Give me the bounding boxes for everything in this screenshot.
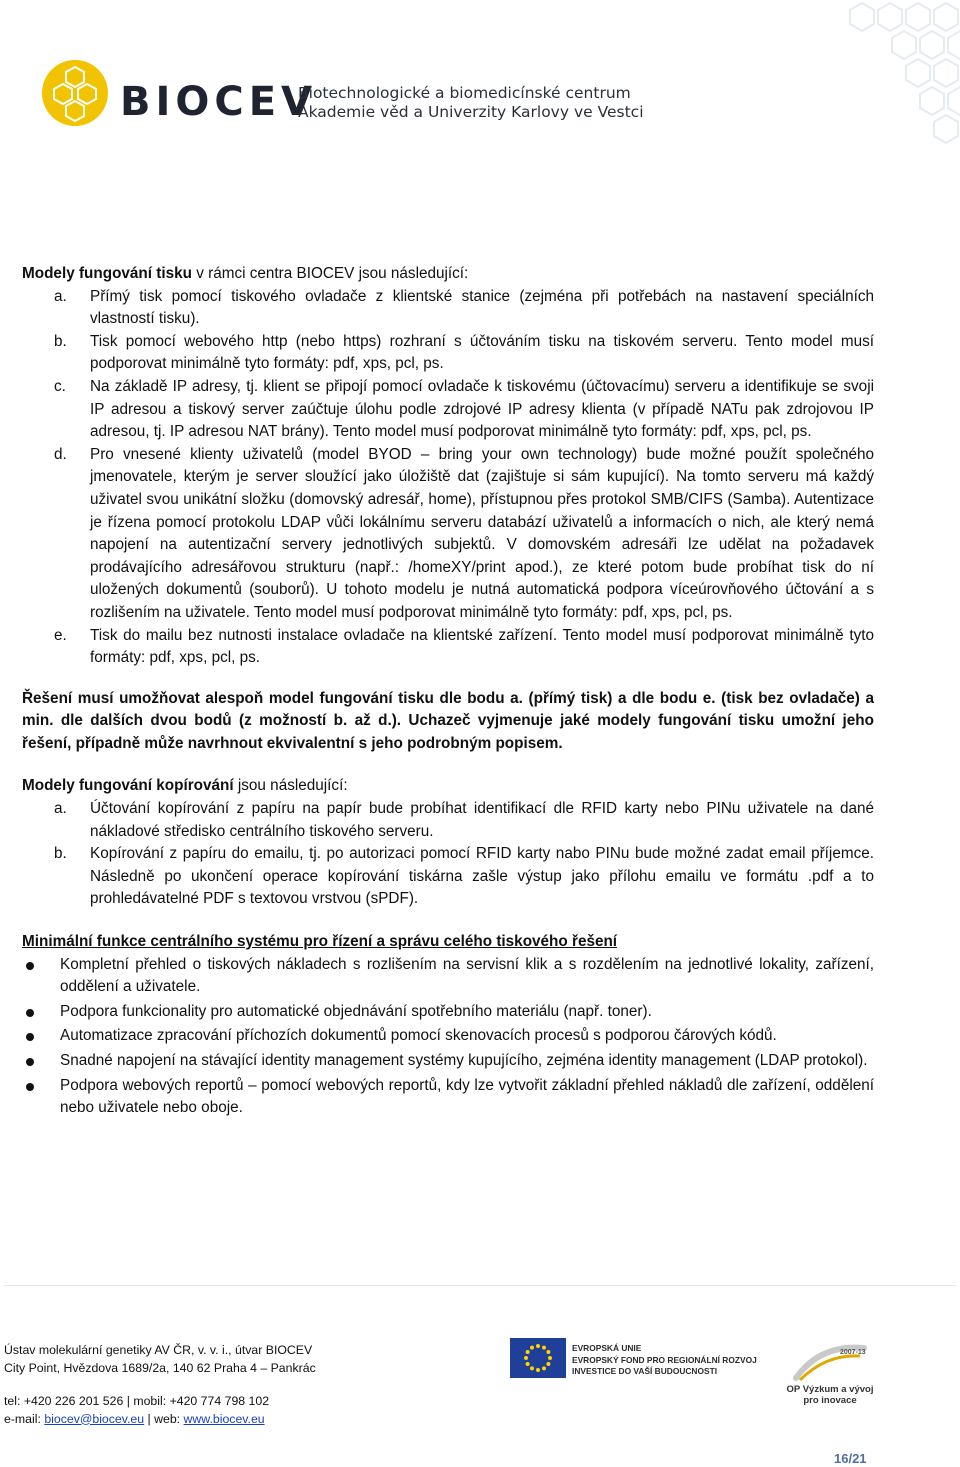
bullet-item — [22, 954, 874, 999]
web-link[interactable]: www.biocev.eu — [183, 1411, 265, 1426]
footer-org-line-1: Ústav molekulární genetiky AV ČR, v. v. i., útvar BIOCEV — [4, 1343, 313, 1357]
tagline-line-2: Akademie věd a Univerzity Karlovy ve Vestci — [298, 103, 644, 121]
list-item — [22, 331, 874, 376]
op-vavpi-logo-icon — [790, 1338, 870, 1384]
bullet-item — [22, 1001, 874, 1024]
list-item — [22, 798, 874, 843]
list-marker: e. — [54, 626, 67, 644]
list-item-text: Účtování kopírování z papíru na papír bude probíhat identifikací dle RFID karty nebo PINu uživatele na dané nákladové středisko centrálního tiskového serveru. — [90, 800, 874, 840]
functions-list — [22, 954, 874, 1120]
eu-fund-text — [572, 1343, 757, 1378]
list-marker: b. — [54, 332, 67, 350]
op-years-label: 2007-13 — [840, 1349, 866, 1356]
footer-email-web — [4, 1411, 316, 1429]
footer-org-line-2: City Point, Hvězdova 1689/2a, 140 62 Praha 4 – Pankrác — [4, 1360, 316, 1375]
list-item — [22, 843, 874, 911]
list-item — [22, 444, 874, 625]
bullet-icon — [26, 1033, 34, 1041]
list-marker: d. — [54, 445, 67, 463]
bullet-text: Podpora webových reportů – pomocí webových reportů, kdy lze vytvořit základní přehled nákladů dle zařízení, oddělení nebo uživatele nebo oboje. — [60, 1076, 874, 1117]
print-models-heading: Modely fungování tisku — [22, 265, 192, 282]
op-line-2: pro inovace — [803, 1395, 857, 1406]
footer-contact — [4, 1342, 316, 1428]
bullet-text: Snadné napojení na stávající identity management systémy kupujícího, zejména identity management (LDAP protokol). — [60, 1052, 868, 1069]
list-marker: c. — [54, 377, 66, 395]
eu-line-2: EVROPSKÝ FOND PRO REGIONÁLNÍ ROZVOJ — [572, 1354, 757, 1365]
page-header — [0, 0, 960, 150]
list-marker: a. — [54, 800, 67, 818]
print-models-list — [22, 286, 874, 670]
list-item-text: Přímý tisk pomocí tiskového ovladače z klientské stanice (zejména při potřebách na nastavení speciálních vlastností tisku). — [90, 287, 874, 328]
web-label: | web: — [144, 1411, 184, 1426]
bullet-text: Kompletní přehled o tiskových nákladech s rozlišením na servisní klik a s rozdělením na jednotlivé lokality, zařízení, oddělení a uživatele. — [60, 955, 874, 996]
print-models-intro — [22, 263, 874, 286]
eu-line-1: EVROPSKÁ UNIE — [572, 1343, 642, 1353]
list-item-text: Kopírování z papíru do emailu, tj. po autorizaci pomocí RFID karty nabo PINu bude možné zadat email příjemce. Následně po ukončení operace kopírování tiskárna zašle výstup jako přílohu emailu ve formátu .pdf a to prohledávatelné PDF s textovou vrstvou (sPDF). — [90, 845, 874, 908]
brand-tagline — [298, 84, 644, 122]
list-item-text: Tisk do mailu bez nutnosti instalace ovladače na klientské zařízení. Tento model musí podporovat minimálně tyto formáty: pdf, xps, pcl, ps. — [90, 626, 874, 667]
bullet-icon — [26, 1009, 34, 1017]
brand-name: BIOCEV — [120, 79, 318, 125]
list-item — [22, 286, 874, 331]
hexagon-pattern-decoration — [600, 0, 960, 150]
list-item-text: Pro vnesené klienty uživatelů (model BYOD – bring your own technology) bude možné použít společného jmenovatele, kterým je server sloužící jako úložiště dat (zajištuje si sám kupující). Na tomto serveru má každý uživatel svou unikátní složku (domovský adresář, home), přístupnou přes protokol SMB/CIFS (Samba). Autentizace je řízena pomocí protokolu LDAP vůči lokálnímu serveru databází uživatelů a informacích o nich, ale který nemá napojení na autentizační servery jednotlivých subjektů. V domovském adresáři lze udělat na požadavek prodávajícího adresářovou strukturu (např.: /homeXY/print apod.), ze které potom bude probíhat tisk do ní uložených dokumentů (souborů). U tohoto modelu je nutná automatická podpora víceúrovňového účtování a s rozlišením na uživatele. Tento model musí podporovat minimálně tyto formáty: pdf, xps, pcl, ps. — [90, 445, 874, 621]
bullet-icon — [26, 962, 34, 970]
list-marker: b. — [54, 845, 67, 863]
document-body — [22, 263, 874, 1122]
bullet-item — [22, 1050, 874, 1073]
copy-models-heading: Modely fungování kopírování — [22, 777, 234, 795]
copy-models-intro-rest: jsou následující: — [233, 777, 348, 795]
bullet-item — [22, 1075, 874, 1120]
list-item — [22, 376, 874, 444]
requirement-paragraph: Řešení musí umožňovat alespoň model fungování tisku dle bodu a. (přímý tisk) a dle bodu e. (tisk bez ovladače) a min. dle dalších dvou bodů (z možností b. až d.). Uchazeč vyjmenuje jaké modely fungování tisku umožní jeho řešení, případně může navrhnout ekvivalentní s jeho podrobným popisem. — [22, 689, 874, 752]
list-item-text: Tisk pomocí webového http (nebo https) rozhraní s účtováním tisku na tiskovém serveru. Tento model musí podporovat minimálně tyto formáty: pdf, xps, pcl, ps. — [90, 332, 874, 373]
op-vavpi-text — [780, 1384, 880, 1406]
tagline-line-1: Biotechnologické a biomedicínské centrum — [298, 84, 631, 102]
bullet-text: Podpora funkcionality pro automatické objednávání spotřebního materiálu (např. toner). — [60, 1002, 652, 1020]
list-marker: a. — [54, 287, 67, 305]
bullet-text: Automatizace zpracování příchozích dokumentů pomocí skenovacích procesů s podporou čárových kódů. — [60, 1027, 777, 1045]
list-item — [22, 625, 874, 670]
biocev-logo-icon — [40, 58, 110, 128]
functions-heading: Minimální funkce centrálního systému pro řízení a správu celého tiskového řešení — [22, 933, 618, 951]
footer-phones: tel: +420 226 201 526 | mobil: +420 774 798 102 — [4, 1394, 270, 1408]
copy-models-intro — [22, 775, 874, 798]
bullet-icon — [26, 1058, 34, 1066]
eu-flag-icon — [510, 1338, 566, 1378]
bullet-icon — [26, 1083, 34, 1091]
copy-models-list — [22, 798, 874, 911]
footer-divider — [4, 1285, 956, 1286]
list-item-text: Na základě IP adresy, tj. klient se připojí pomocí ovladače k tiskovému (účtovacímu) serveru a identifikuje se svoji IP adresou a tiskový server zaúčtuje úlohu podle zdrojové IP adresy klienta (v případě NATu pak zdrojovou IP adresou, tj. IP adresou NAT brány). Tento model musí podporovat minimálně tyto formáty: pdf, xps, pcl, ps. — [90, 377, 874, 441]
op-line-1: OP Výzkum a vývoj — [786, 1384, 874, 1395]
email-label: e-mail: — [4, 1411, 45, 1426]
email-link[interactable]: biocev@biocev.eu — [44, 1411, 145, 1426]
bullet-item — [22, 1025, 874, 1048]
print-models-intro-rest: v rámci centra BIOCEV jsou následující: — [191, 265, 469, 282]
eu-line-3: INVESTICE DO VAŠÍ BUDOUCNOSTI — [572, 1366, 718, 1377]
page-number: 16/21 — [834, 1451, 867, 1466]
